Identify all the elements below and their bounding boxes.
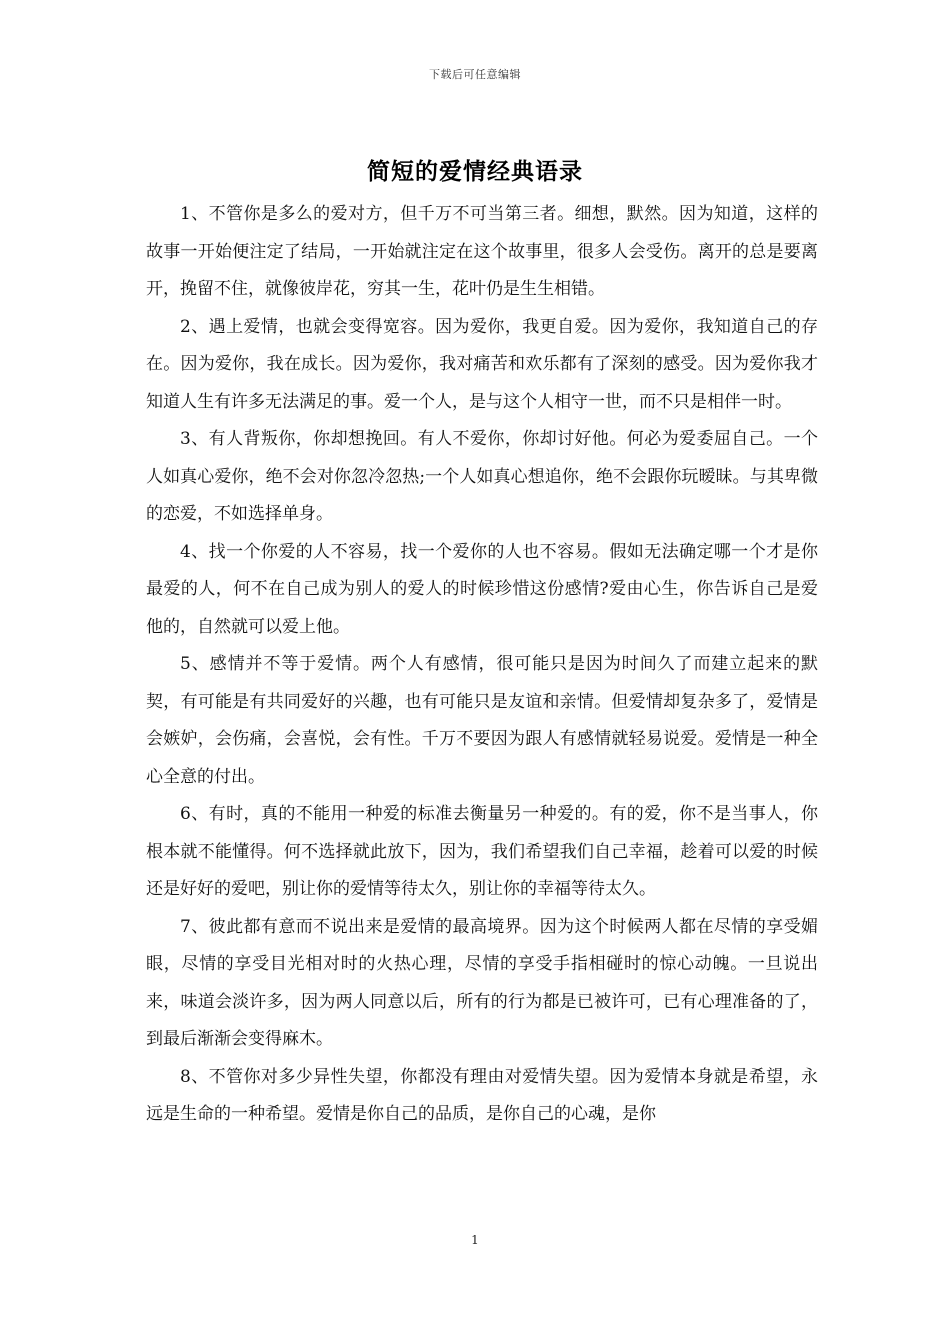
paragraph-3: 3、有人背叛你，你却想挽回。有人不爱你，你却讨好他。何必为爱委屈自己。一个人如真心爱你，绝不会对你忽冷忽热;一个人如真心想追你，绝不会跟你玩暧昧。与其卑微的恋爱，不如选择单身。	[146, 429, 818, 524]
page-number: 1	[471, 1233, 479, 1247]
paragraph-6: 6、有时，真的不能用一种爱的标准去衡量另一种爱的。有的爱，你不是当事人，你根本就不能懂得。何不选择就此放下，因为，我们希望我们自己幸福，趁着可以爱的时候还是好好的爱吧，别让你的爱情等待太久，别让你的幸福等待太久。	[146, 804, 818, 899]
document-body	[146, 196, 818, 1134]
paragraph-5: 5、感情并不等于爱情。两个人有感情，很可能只是因为时间久了而建立起来的默契，有可能是有共同爱好的兴趣，也有可能只是友谊和亲情。但爱情却复杂多了，爱情是会嫉妒，会伤痛，会喜悦，会有性。千万不要因为跟人有感情就轻易说爱。爱情是一种全心全意的付出。	[146, 654, 818, 787]
paragraph-7: 7、彼此都有意而不说出来是爱情的最高境界。因为这个时候两人都在尽情的享受媚眼，尽情的享受目光相对时的火热心理，尽情的享受手指相碰时的惊心动魄。一旦说出来，味道会淡许多，因为两人同意以后，所有的行为都是已被许可，已有心理准备的了，到最后渐渐会变得麻木。	[146, 916, 818, 1049]
paragraph-1: 1、不管你是多么的爱对方，但千万不可当第三者。细想，默然。因为知道，这样的故事一开始便注定了结局，一开始就注定在这个故事里，很多人会受伤。离开的总是要离开，挽留不住，就像彼岸花，穷其一生，花叶仍是生生相错。	[146, 204, 818, 299]
paragraph-8: 8、不管你对多少异性失望，你都没有理由对爱情失望。因为爱情本身就是希望，永远是生命的一种希望。爱情是你自己的品质，是你自己的心魂，是你	[146, 1066, 818, 1124]
paragraph-4: 4、找一个你爱的人不容易，找一个爱你的人也不容易。假如无法确定哪一个才是你最爱的人，何不在自己成为别人的爱人的时候珍惜这份感情?爱由心生，你告诉自己是爱他的，自然就可以爱上他。	[146, 541, 818, 637]
document-title: 简短的爱情经典语录	[367, 159, 583, 185]
header-note: 下载后可任意编辑	[429, 68, 521, 81]
paragraph-2: 2、遇上爱情，也就会变得宽容。因为爱你，我更自爱。因为爱你，我知道自己的存在。因为爱你，我在成长。因为爱你，我对痛苦和欢乐都有了深刻的感受。因为爱你我才知道人生有许多无法满足的事。爱一个人，是与这个人相守一世，而不只是相伴一时。	[146, 316, 818, 412]
